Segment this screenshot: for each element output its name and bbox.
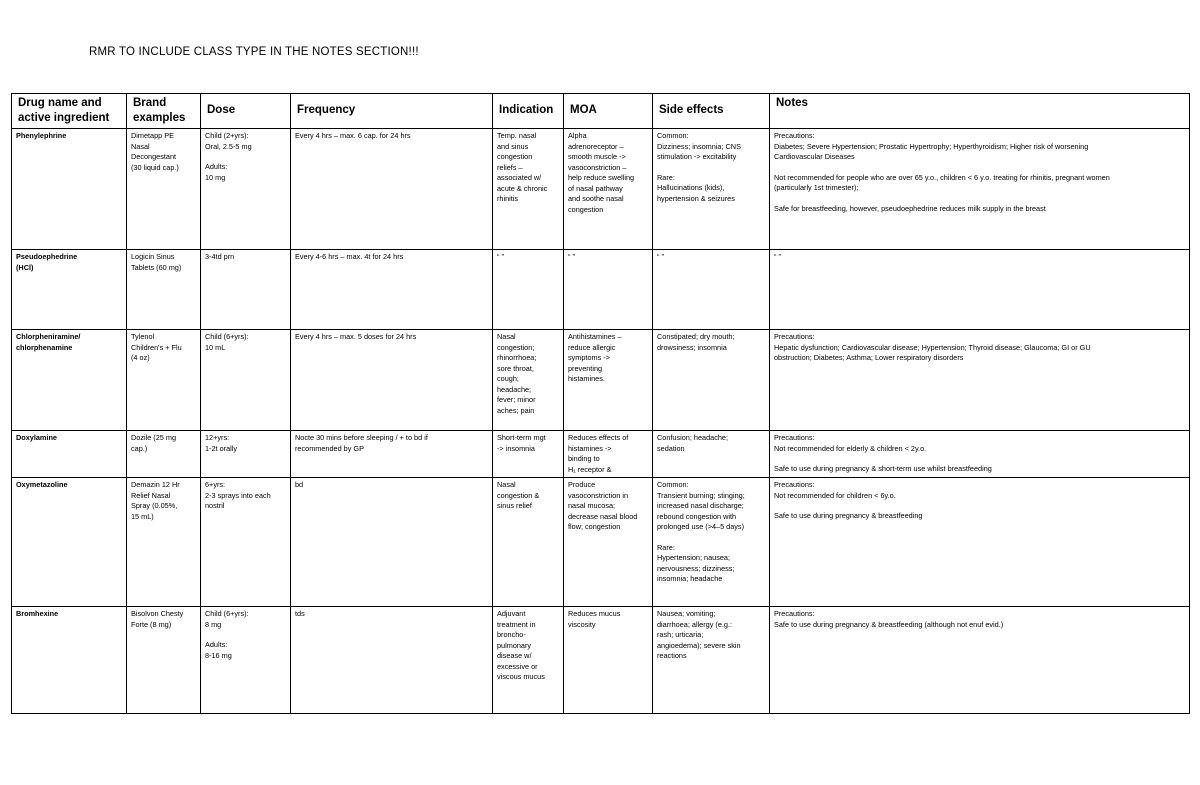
- cell-brand: [127, 431, 201, 478]
- header-brand: Brand examples: [127, 94, 201, 129]
- cell-moa-line: Reduces effects of: [568, 433, 629, 442]
- table-row: [12, 478, 1190, 607]
- cell-indication-line: sinus relief: [497, 501, 532, 510]
- cell-moa: [564, 250, 653, 330]
- cell-brand-line: Children's + Flu: [131, 342, 182, 352]
- cell-notes-line: Precautions:: [774, 480, 815, 489]
- cell-indication-line: cough;: [497, 374, 519, 383]
- cell-dose-line: Child (6+yrs):: [205, 609, 249, 618]
- cell-brand: [127, 250, 201, 330]
- blank-line: [774, 194, 1185, 204]
- cell-indication: [493, 330, 564, 431]
- cell-dose-line: 2-3 sprays into each: [205, 490, 271, 500]
- cell-moa: [564, 607, 653, 714]
- cell-indication-line: and sinus: [497, 141, 529, 151]
- cell-drug-name-line: Doxylamine: [16, 433, 57, 442]
- cell-moa-line: adrenoreceptor –: [568, 141, 624, 151]
- cell-side-effects: [653, 607, 770, 714]
- cell-indication-line: “ ”: [497, 252, 504, 261]
- cell-frequency-line: Every 4 hrs – max. 5 doses for 24 hrs: [295, 332, 417, 341]
- drug-table: [11, 93, 1190, 714]
- cell-frequency-line: Nocte 30 mins before sleeping / + to bd if: [295, 433, 428, 442]
- cell-dose-line: Child (6+yrs):: [205, 332, 249, 341]
- cell-moa-line: histamines ->: [568, 443, 612, 453]
- cell-brand: [127, 330, 201, 431]
- cell-moa: [564, 330, 653, 431]
- cell-side-effects-line: Common:: [657, 131, 689, 140]
- cell-moa-line: viscosity: [568, 619, 596, 629]
- cell-indication-line: broncho-: [497, 630, 526, 639]
- cell-frequency: [291, 250, 493, 330]
- cell-side-effects-line: Nausea; vomiting;: [657, 609, 716, 618]
- cell-drug-name: [12, 607, 127, 714]
- cell-brand-line: Spray (0.05%,: [131, 501, 178, 510]
- cell-notes: [770, 478, 1190, 607]
- cell-side-effects-line: Hallucinations (kids),: [657, 183, 725, 192]
- cell-brand-line: 15 mL): [131, 511, 154, 521]
- cell-side-effects-line: rash; urticaria;: [657, 630, 704, 639]
- cell-moa-line: binding to: [568, 454, 600, 463]
- cell-side-effects-line: sedation: [657, 443, 685, 453]
- cell-notes-line: Hepatic dysfunction; Cardiovascular disease; Hypertension; Thyroid disease; Glaucoma; GI or GU: [774, 342, 1091, 352]
- cell-notes-line: Not recommended for people who are over 65 y.o., children < 6 y.o. treating for rhinitis, pregnant women: [774, 172, 1110, 182]
- cell-frequency: [291, 129, 493, 250]
- cell-side-effects-line: Dizziness; insomnia; CNS: [657, 141, 741, 151]
- cell-brand: [127, 478, 201, 607]
- cell-moa: [564, 478, 653, 607]
- cell-moa-line: reduce allergic: [568, 342, 616, 352]
- cell-indication-line: associated w/: [497, 173, 542, 182]
- cell-side-effects: [653, 330, 770, 431]
- cell-side-effects-line: rebound congestion with: [657, 511, 737, 521]
- cell-side-effects-line: nervousness; dizziness;: [657, 563, 735, 573]
- cell-frequency: [291, 607, 493, 714]
- cell-moa-line: Alpha: [568, 131, 587, 140]
- cell-moa: [564, 431, 653, 478]
- cell-indication-line: aches; pain: [497, 405, 535, 415]
- cell-indication-line: reliefs –: [497, 162, 523, 172]
- cell-notes-line: Precautions:: [774, 433, 815, 442]
- cell-dose-line: Child (2+yrs):: [205, 131, 249, 140]
- cell-side-effects: [653, 250, 770, 330]
- header-frequency: Frequency: [291, 94, 493, 129]
- cell-drug-name-line: Oxymetazoline: [16, 480, 68, 489]
- cell-dose-line: 6+yrs:: [205, 480, 226, 489]
- cell-side-effects-line: reactions: [657, 651, 687, 660]
- cell-indication: [493, 478, 564, 607]
- table-row: [12, 250, 1190, 330]
- cell-side-effects: [653, 431, 770, 478]
- cell-side-effects-line: Transient burning; stinging;: [657, 490, 745, 500]
- cell-drug-name-line: Pseudoephedrine: [16, 252, 78, 261]
- cell-frequency-line: recommended by GP: [295, 443, 364, 453]
- header-notes: Notes: [770, 94, 1190, 129]
- cell-side-effects-line: Rare:: [657, 172, 675, 182]
- page-note: RMR TO INCLUDE CLASS TYPE IN THE NOTES SECTION!!!: [89, 46, 419, 58]
- cell-frequency: [291, 330, 493, 431]
- cell-moa-line: and soothe nasal: [568, 194, 624, 203]
- blank-line: [657, 533, 765, 543]
- cell-side-effects-line: insomnia; headache: [657, 574, 723, 583]
- blank-line: [657, 163, 765, 173]
- cell-moa-line: flow; congestion: [568, 522, 621, 531]
- cell-indication-line: fever; minor: [497, 395, 536, 404]
- cell-notes-line: Not recommended for elderly & children < 2y.o.: [774, 443, 927, 453]
- cell-moa-line: vasoconstriction in: [568, 490, 629, 500]
- header-dose: Dose: [201, 94, 291, 129]
- blank-line: [774, 501, 1185, 511]
- cell-indication-line: excessive or: [497, 661, 538, 671]
- header-row: [12, 94, 1190, 129]
- cell-brand-line: Dozile (25 mg: [131, 433, 177, 442]
- cell-indication-line: Nasal: [497, 332, 516, 341]
- cell-dose: [201, 607, 291, 714]
- cell-indication: [493, 129, 564, 250]
- cell-moa-line: decrease nasal blood: [568, 511, 638, 521]
- cell-dose-line: Adults:: [205, 640, 228, 649]
- header-drug: Drug name and active ingredient: [12, 94, 127, 129]
- cell-brand-line: (30 liquid cap.): [131, 162, 179, 172]
- cell-indication-line: sore throat,: [497, 363, 534, 373]
- cell-notes: [770, 250, 1190, 330]
- cell-side-effects-line: angioedema); severe skin: [657, 640, 741, 650]
- cell-indication-line: viscous mucus: [497, 672, 545, 681]
- cell-side-effects-line: Common:: [657, 480, 689, 489]
- cell-notes-line: Safe to use during pregnancy & breastfeeding: [774, 511, 923, 520]
- cell-side-effects: [653, 478, 770, 607]
- cell-indication-line: acute & chronic: [497, 183, 548, 193]
- cell-side-effects-line: diarrhoea; allergy (e.g.:: [657, 619, 733, 629]
- cell-brand-line: Logicin Sinus: [131, 252, 175, 261]
- cell-brand-line: Bisolvon Chesty: [131, 609, 184, 618]
- cell-brand-line: Decongestant: [131, 152, 177, 161]
- cell-side-effects-line: increased nasal discharge;: [657, 501, 744, 510]
- blank-line: [205, 152, 286, 162]
- cell-notes-line: Safe to use during pregnancy & breastfeeding (although not enuf evid.): [774, 619, 1004, 629]
- table-row: [12, 607, 1190, 714]
- cell-brand-line: (4 oz): [131, 353, 150, 362]
- cell-side-effects: [653, 129, 770, 250]
- cell-side-effects-line: “ ”: [657, 252, 664, 261]
- cell-dose: [201, 478, 291, 607]
- cell-notes: [770, 330, 1190, 431]
- blank-line: [774, 163, 1185, 173]
- cell-notes-line: (particularly 1st trimester);: [774, 183, 859, 192]
- cell-brand: [127, 607, 201, 714]
- cell-side-effects-line: prolonged use (>4–5 days): [657, 522, 745, 531]
- cell-brand-line: Forte (8 mg): [131, 619, 172, 629]
- cell-dose-line: 8 mg: [205, 619, 222, 629]
- cell-indication-line: Short-term mgt: [497, 433, 546, 442]
- cell-moa-line: H₁ receptor &: [568, 464, 612, 474]
- cell-brand: [127, 129, 201, 250]
- cell-dose-line: 12+yrs:: [205, 433, 230, 442]
- cell-brand-line: cap.): [131, 443, 148, 453]
- cell-drug-name-line: chlorphenamine: [16, 342, 73, 352]
- cell-indication-line: Nasal: [497, 480, 516, 489]
- cell-moa: [564, 129, 653, 250]
- cell-indication-line: pulmonary: [497, 640, 532, 650]
- cell-drug-name-line: Phenylephrine: [16, 131, 67, 140]
- cell-moa-line: of nasal pathway: [568, 183, 623, 193]
- cell-notes-line: Cardiovascular Diseases: [774, 152, 855, 161]
- cell-notes-line: Safe for breastfeeding, however, pseudoephedrine reduces milk supply in the breast: [774, 203, 1046, 213]
- cell-drug-name-line: Chlorpheniramine/: [16, 332, 81, 341]
- cell-brand-line: Nasal: [131, 141, 150, 151]
- cell-dose-line: 1-2t orally: [205, 443, 238, 453]
- cell-indication-line: rhinitis: [497, 194, 519, 203]
- cell-drug-name-line: (HCl): [16, 262, 34, 272]
- cell-drug-name: [12, 330, 127, 431]
- table-row: [12, 129, 1190, 250]
- cell-dose: [201, 431, 291, 478]
- cell-side-effects-line: hypertension & seizures: [657, 193, 735, 203]
- cell-notes: [770, 607, 1190, 714]
- cell-drug-name: [12, 431, 127, 478]
- cell-indication-line: congestion;: [497, 342, 535, 352]
- blank-line: [205, 630, 286, 640]
- cell-drug-name: [12, 250, 127, 330]
- cell-notes: [770, 129, 1190, 250]
- cell-indication-line: treatment in: [497, 619, 536, 629]
- cell-indication-line: rhinorrhoea;: [497, 353, 537, 362]
- cell-indication-line: congestion &: [497, 490, 540, 500]
- cell-indication: [493, 250, 564, 330]
- cell-notes-line: Safe to use during pregnancy & short-term use whilst breastfeeding: [774, 464, 992, 473]
- cell-notes: [770, 431, 1190, 478]
- cell-moa-line: vasoconstriction –: [568, 162, 627, 172]
- header-moa: MOA: [564, 94, 653, 129]
- cell-indication-line: headache;: [497, 384, 532, 394]
- cell-indication-line: congestion: [497, 152, 533, 161]
- cell-drug-name-line: Bromhexine: [16, 609, 59, 618]
- cell-dose-line: 10 mL: [205, 342, 226, 352]
- cell-dose-line: Adults:: [205, 162, 228, 171]
- cell-indication-line: Adjuvant: [497, 609, 526, 618]
- cell-moa-line: smooth muscle ->: [568, 152, 626, 161]
- cell-moa-line: nasal mucosa;: [568, 501, 616, 510]
- cell-dose: [201, 330, 291, 431]
- cell-moa-line: help reduce swelling: [568, 173, 635, 182]
- cell-brand-line: Tylenol: [131, 332, 155, 341]
- cell-frequency: [291, 431, 493, 478]
- cell-frequency-line: tds: [295, 609, 305, 618]
- cell-dose-line: nostril: [205, 501, 225, 510]
- cell-side-effects-line: drowsiness; insomnia: [657, 342, 727, 352]
- table-row: [12, 330, 1190, 431]
- cell-notes-line: Precautions:: [774, 131, 815, 140]
- cell-frequency: [291, 478, 493, 607]
- cell-side-effects-line: Constipated; dry mouth;: [657, 332, 735, 341]
- cell-indication: [493, 431, 564, 478]
- header-side-effects: Side effects: [653, 94, 770, 129]
- cell-dose-line: 10 mg: [205, 172, 226, 182]
- cell-notes-line: obstruction; Diabetes; Asthma; Lower respiratory disorders: [774, 353, 964, 362]
- cell-indication-line: Temp. nasal: [497, 131, 537, 140]
- cell-notes-line: “ ”: [774, 252, 781, 261]
- cell-notes-line: Precautions:: [774, 609, 815, 618]
- cell-moa-line: symptoms ->: [568, 353, 610, 362]
- cell-moa-line: congestion: [568, 204, 604, 214]
- cell-notes-line: Diabetes; Severe Hypertension; Prostatic Hypertrophy; Hyperthyroidism; Higher risk of worsening: [774, 141, 1089, 151]
- cell-moa-line: “ ”: [568, 252, 575, 261]
- cell-brand-line: Relief Nasal: [131, 490, 171, 500]
- cell-side-effects-line: Confusion; headache;: [657, 433, 728, 442]
- cell-frequency-line: bd: [295, 480, 304, 489]
- cell-frequency-line: Every 4 hrs – max. 6 cap. for 24 hrs: [295, 131, 411, 140]
- cell-brand-line: Tablets (60 mg): [131, 262, 182, 272]
- cell-dose: [201, 129, 291, 250]
- blank-line: [774, 454, 1185, 464]
- cell-moa-line: Reduces mucus: [568, 609, 621, 618]
- cell-side-effects-line: stimulation -> excitability: [657, 152, 737, 161]
- cell-indication-line: -> insomnia: [497, 443, 535, 453]
- header-indication: Indication: [493, 94, 564, 129]
- cell-indication-line: disease w/: [497, 651, 532, 660]
- cell-notes-line: Not recommended for children < 6y.o.: [774, 490, 896, 500]
- cell-dose-line: 8-16 mg: [205, 650, 232, 660]
- cell-dose: [201, 250, 291, 330]
- cell-moa-line: histamines.: [568, 374, 605, 383]
- table-row: [12, 431, 1190, 478]
- cell-moa-line: preventing: [568, 363, 603, 373]
- cell-moa-line: Antihistamines –: [568, 332, 622, 341]
- cell-moa-line: Produce: [568, 480, 596, 489]
- cell-brand-line: Dimetapp PE: [131, 131, 174, 140]
- cell-side-effects-line: Hypertension; nausea;: [657, 553, 731, 562]
- cell-dose-line: 3-4td prn: [205, 252, 235, 261]
- cell-drug-name: [12, 129, 127, 250]
- cell-indication: [493, 607, 564, 714]
- cell-drug-name: [12, 478, 127, 607]
- cell-side-effects-line: Rare:: [657, 542, 675, 552]
- cell-dose-line: Oral, 2.5-5 mg: [205, 141, 252, 151]
- cell-notes-line: Precautions:: [774, 332, 815, 341]
- cell-brand-line: Demazin 12 Hr: [131, 480, 180, 489]
- cell-frequency-line: Every 4-6 hrs – max. 4t for 24 hrs: [295, 252, 404, 261]
